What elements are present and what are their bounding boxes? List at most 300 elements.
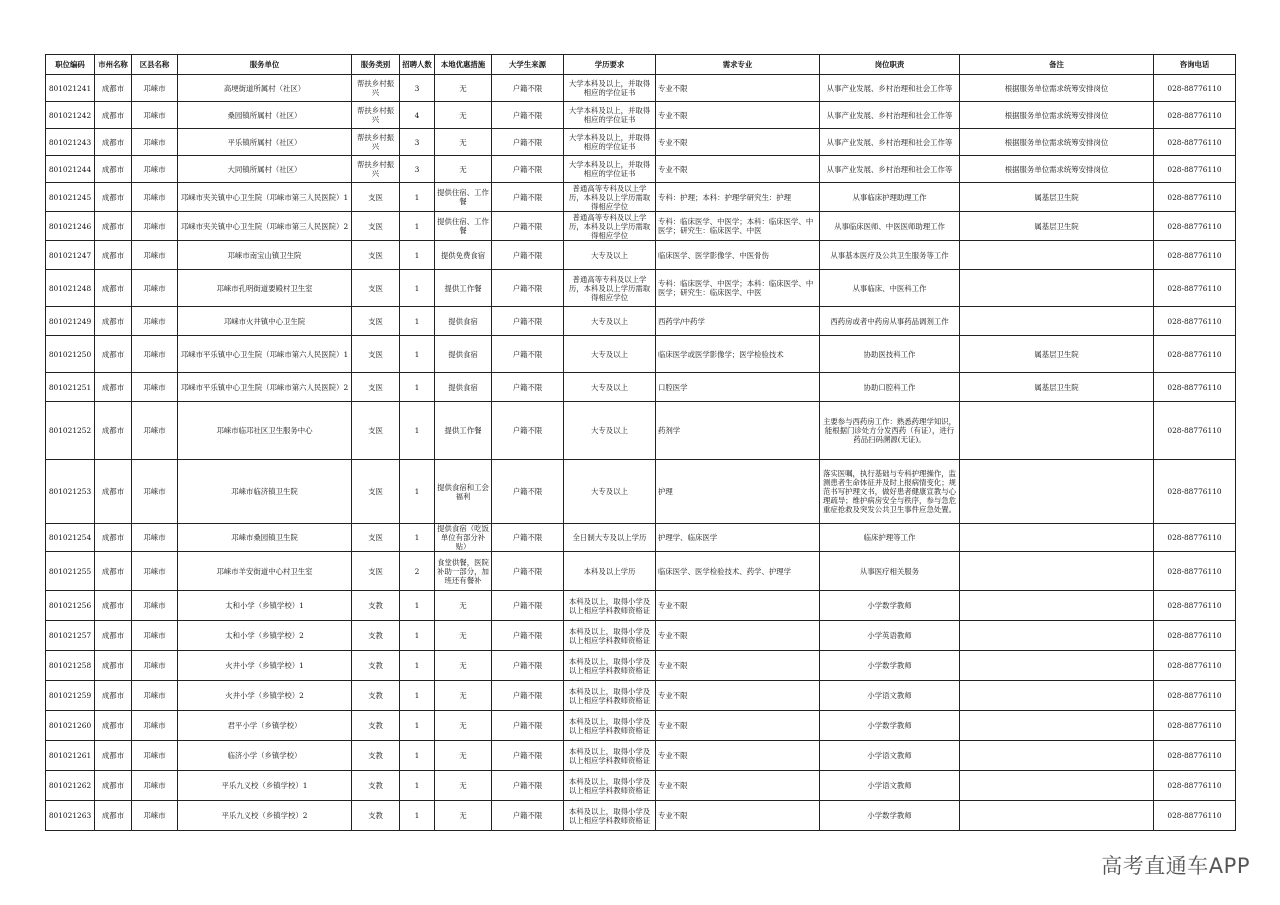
table-row <box>46 711 1236 741</box>
cell-phone: 028-88776110 <box>1154 681 1236 711</box>
cell-service-unit: 临济小学（乡镇学校） <box>178 741 352 771</box>
cell-duties: 小学数学教师 <box>820 591 960 621</box>
cell-phone: 028-88776110 <box>1154 711 1236 741</box>
cell-duties: 从事临床、中医科工作 <box>820 270 960 307</box>
cell-job-code: 801021261 <box>46 741 95 771</box>
cell-remark: 属基层卫生院 <box>960 336 1154 373</box>
cell-city: 成都市 <box>95 681 132 711</box>
cell-local-benefit: 提供食宿（吃饭单位有部分补贴） <box>435 524 492 552</box>
cell-student-origin: 户籍不限 <box>492 241 564 270</box>
table-row <box>46 156 1236 183</box>
cell-city: 成都市 <box>95 651 132 681</box>
cell-city: 成都市 <box>95 552 132 591</box>
cell-county: 邛崃市 <box>132 552 178 591</box>
cell-local-benefit: 无 <box>435 156 492 183</box>
cell-phone: 028-88776110 <box>1154 307 1236 336</box>
cell-major: 专业不限 <box>656 75 820 102</box>
cell-student-origin: 户籍不限 <box>492 270 564 307</box>
cell-headcount: 1 <box>400 307 435 336</box>
cell-remark: 根据服务单位需求统筹安排岗位 <box>960 75 1154 102</box>
cell-education: 大专及以上 <box>564 402 656 460</box>
cell-job-code: 801021244 <box>46 156 95 183</box>
cell-service-unit: 邛崃市临济镇卫生院 <box>178 460 352 524</box>
cell-service-unit: 邛崃市夹关镇中心卫生院（邛崃市第三人民医院）1 <box>178 183 352 212</box>
cell-local-benefit: 无 <box>435 741 492 771</box>
cell-county: 邛崃市 <box>132 681 178 711</box>
cell-education: 本科及以上，取得小学及以上相应学科教师资格证 <box>564 651 656 681</box>
cell-service-unit: 火井小学（乡镇学校）2 <box>178 681 352 711</box>
cell-education: 大专及以上 <box>564 336 656 373</box>
cell-major: 专科：护理；本科：护理学研究生：护理 <box>656 183 820 212</box>
cell-major: 临床医学、医学检验技术、药学、护理学 <box>656 552 820 591</box>
cell-remark <box>960 460 1154 524</box>
cell-remark: 根据服务单位需求统筹安排岗位 <box>960 102 1154 129</box>
cell-headcount: 1 <box>400 336 435 373</box>
cell-service-unit: 火井小学（乡镇学校）1 <box>178 651 352 681</box>
cell-education: 大学本科及以上，并取得相应的学位证书 <box>564 129 656 156</box>
cell-duties: 临床护理等工作 <box>820 524 960 552</box>
table-row <box>46 460 1236 524</box>
job-table <box>45 54 1236 831</box>
cell-local-benefit: 提供工作餐 <box>435 402 492 460</box>
cell-local-benefit: 提供食宿和工会福利 <box>435 460 492 524</box>
cell-headcount: 1 <box>400 373 435 402</box>
cell-duties: 从事临床护理助理工作 <box>820 183 960 212</box>
cell-education: 本科及以上，取得小学及以上相应学科教师资格证 <box>564 621 656 651</box>
cell-major: 临床医学、医学影像学、中医骨伤 <box>656 241 820 270</box>
cell-county: 邛崃市 <box>132 156 178 183</box>
cell-phone: 028-88776110 <box>1154 621 1236 651</box>
cell-city: 成都市 <box>95 212 132 241</box>
cell-duties: 协助口腔科工作 <box>820 373 960 402</box>
cell-city: 成都市 <box>95 241 132 270</box>
cell-county: 邛崃市 <box>132 651 178 681</box>
table-row <box>46 651 1236 681</box>
table-row <box>46 552 1236 591</box>
cell-major: 专业不限 <box>656 621 820 651</box>
cell-phone: 028-88776110 <box>1154 156 1236 183</box>
cell-major: 西药学/中药学 <box>656 307 820 336</box>
table-body <box>46 75 1236 831</box>
cell-city: 成都市 <box>95 591 132 621</box>
cell-service-unit: 君平小学（乡镇学校） <box>178 711 352 741</box>
cell-education: 普通高等专科及以上学历，本科及以上学历需取得相应学位 <box>564 212 656 241</box>
cell-job-code: 801021255 <box>46 552 95 591</box>
cell-job-code: 801021248 <box>46 270 95 307</box>
cell-service-type: 支医 <box>352 270 400 307</box>
cell-service-unit: 邛崃市临邛社区卫生服务中心 <box>178 402 352 460</box>
cell-local-benefit: 无 <box>435 681 492 711</box>
cell-education: 本科及以上，取得小学及以上相应学科教师资格证 <box>564 771 656 801</box>
cell-headcount: 1 <box>400 270 435 307</box>
cell-duties: 从事产业发展、乡村治理和社会工作等 <box>820 75 960 102</box>
cell-duties: 从事产业发展、乡村治理和社会工作等 <box>820 129 960 156</box>
cell-job-code: 801021247 <box>46 241 95 270</box>
cell-city: 成都市 <box>95 75 132 102</box>
cell-phone: 028-88776110 <box>1154 102 1236 129</box>
cell-service-unit: 太和小学（乡镇学校）2 <box>178 621 352 651</box>
cell-education: 本科及以上，取得小学及以上相应学科教师资格证 <box>564 681 656 711</box>
cell-remark <box>960 771 1154 801</box>
cell-remark <box>960 801 1154 831</box>
header-service-unit: 服务单位 <box>178 55 352 75</box>
cell-city: 成都市 <box>95 460 132 524</box>
cell-service-type: 支教 <box>352 741 400 771</box>
cell-local-benefit: 无 <box>435 591 492 621</box>
cell-service-type: 支医 <box>352 460 400 524</box>
cell-education: 大学本科及以上，并取得相应的学位证书 <box>564 75 656 102</box>
cell-remark <box>960 741 1154 771</box>
cell-phone: 028-88776110 <box>1154 270 1236 307</box>
cell-remark <box>960 307 1154 336</box>
cell-service-unit: 邛崃市火井镇中心卫生院 <box>178 307 352 336</box>
cell-job-code: 801021246 <box>46 212 95 241</box>
cell-service-type: 支医 <box>352 402 400 460</box>
cell-service-unit: 邛崃市孔明街道要殿村卫生室 <box>178 270 352 307</box>
cell-headcount: 1 <box>400 711 435 741</box>
cell-major: 护理学、临床医学 <box>656 524 820 552</box>
cell-student-origin: 户籍不限 <box>492 336 564 373</box>
table-row <box>46 771 1236 801</box>
cell-city: 成都市 <box>95 373 132 402</box>
cell-remark <box>960 591 1154 621</box>
cell-job-code: 801021243 <box>46 129 95 156</box>
cell-duties: 从事医疗相关服务 <box>820 552 960 591</box>
cell-service-unit: 邛崃市平乐镇中心卫生院（邛崃市第六人民医院）1 <box>178 336 352 373</box>
cell-service-type: 支教 <box>352 681 400 711</box>
cell-job-code: 801021262 <box>46 771 95 801</box>
cell-local-benefit: 提供工作餐 <box>435 270 492 307</box>
cell-headcount: 3 <box>400 129 435 156</box>
header-student-origin: 大学生来源 <box>492 55 564 75</box>
cell-service-type: 支医 <box>352 552 400 591</box>
cell-job-code: 801021253 <box>46 460 95 524</box>
header-remark: 备注 <box>960 55 1154 75</box>
cell-phone: 028-88776110 <box>1154 212 1236 241</box>
cell-remark: 根据服务单位需求统筹安排岗位 <box>960 129 1154 156</box>
cell-remark <box>960 552 1154 591</box>
cell-education: 本科及以上，取得小学及以上相应学科教师资格证 <box>564 741 656 771</box>
cell-service-type: 支教 <box>352 651 400 681</box>
cell-job-code: 801021256 <box>46 591 95 621</box>
cell-county: 邛崃市 <box>132 241 178 270</box>
cell-student-origin: 户籍不限 <box>492 183 564 212</box>
table-row <box>46 270 1236 307</box>
cell-student-origin: 户籍不限 <box>492 741 564 771</box>
cell-student-origin: 户籍不限 <box>492 75 564 102</box>
table-row <box>46 129 1236 156</box>
cell-county: 邛崃市 <box>132 460 178 524</box>
cell-service-type: 支教 <box>352 771 400 801</box>
cell-job-code: 801021251 <box>46 373 95 402</box>
cell-service-type: 支医 <box>352 524 400 552</box>
cell-service-unit: 平乐镇所属村（社区） <box>178 129 352 156</box>
cell-remark <box>960 524 1154 552</box>
cell-education: 本科及以上，取得小学及以上相应学科教师资格证 <box>564 711 656 741</box>
cell-headcount: 1 <box>400 741 435 771</box>
cell-job-code: 801021263 <box>46 801 95 831</box>
cell-duties: 小学数学教师 <box>820 651 960 681</box>
cell-major: 护理 <box>656 460 820 524</box>
cell-service-unit: 邛崃市羊安街道中心村卫生室 <box>178 552 352 591</box>
cell-education: 全日制大专及以上学历 <box>564 524 656 552</box>
cell-major: 专业不限 <box>656 801 820 831</box>
cell-county: 邛崃市 <box>132 524 178 552</box>
header-county: 区县名称 <box>132 55 178 75</box>
header-education: 学历要求 <box>564 55 656 75</box>
cell-service-type: 帮扶乡村振兴 <box>352 75 400 102</box>
cell-job-code: 801021249 <box>46 307 95 336</box>
cell-service-unit: 邛崃市南宝山镇卫生院 <box>178 241 352 270</box>
cell-local-benefit: 提供住宿、工作餐 <box>435 212 492 241</box>
table-row <box>46 402 1236 460</box>
cell-major: 专业不限 <box>656 591 820 621</box>
cell-student-origin: 户籍不限 <box>492 711 564 741</box>
cell-local-benefit: 无 <box>435 75 492 102</box>
cell-headcount: 1 <box>400 591 435 621</box>
cell-remark: 属基层卫生院 <box>960 373 1154 402</box>
cell-county: 邛崃市 <box>132 75 178 102</box>
table-row <box>46 212 1236 241</box>
cell-service-type: 支教 <box>352 621 400 651</box>
cell-service-type: 支医 <box>352 241 400 270</box>
cell-headcount: 3 <box>400 75 435 102</box>
cell-city: 成都市 <box>95 711 132 741</box>
cell-major: 专业不限 <box>656 102 820 129</box>
cell-major: 专业不限 <box>656 711 820 741</box>
cell-headcount: 3 <box>400 156 435 183</box>
cell-student-origin: 户籍不限 <box>492 771 564 801</box>
cell-phone: 028-88776110 <box>1154 373 1236 402</box>
cell-duties: 从事产业发展、乡村治理和社会工作等 <box>820 102 960 129</box>
cell-student-origin: 户籍不限 <box>492 801 564 831</box>
table-row <box>46 741 1236 771</box>
cell-city: 成都市 <box>95 402 132 460</box>
cell-remark: 根据服务单位需求统筹安排岗位 <box>960 156 1154 183</box>
cell-headcount: 1 <box>400 681 435 711</box>
table-row <box>46 336 1236 373</box>
table-row <box>46 102 1236 129</box>
cell-major: 专业不限 <box>656 129 820 156</box>
cell-duties: 从事产业发展、乡村治理和社会工作等 <box>820 156 960 183</box>
table-row <box>46 373 1236 402</box>
cell-duties: 落实医嘱，执行基础与专科护理操作，监测患者生命体征并及时上报病情变化；规范书写护理文书，做好患者健康宣教与心理疏导；维护病房安全与秩序，参与急危重症抢救及突发公共卫生事件应急处置。 <box>820 460 960 524</box>
cell-duties: 小学语文教师 <box>820 681 960 711</box>
cell-local-benefit: 提供免费食宿 <box>435 241 492 270</box>
cell-student-origin: 户籍不限 <box>492 621 564 651</box>
cell-county: 邛崃市 <box>132 801 178 831</box>
cell-phone: 028-88776110 <box>1154 183 1236 212</box>
cell-county: 邛崃市 <box>132 212 178 241</box>
cell-student-origin: 户籍不限 <box>492 156 564 183</box>
cell-local-benefit: 无 <box>435 651 492 681</box>
cell-service-type: 支医 <box>352 373 400 402</box>
cell-duties: 小学语文教师 <box>820 741 960 771</box>
cell-major: 临床医学或医学影像学；医学检验技术 <box>656 336 820 373</box>
cell-duties: 西药房或者中药房从事药品调剂工作 <box>820 307 960 336</box>
header-major: 需求专业 <box>656 55 820 75</box>
table-row <box>46 241 1236 270</box>
cell-education: 本科及以上，取得小学及以上相应学科教师资格证 <box>564 801 656 831</box>
cell-service-type: 支医 <box>352 183 400 212</box>
cell-county: 邛崃市 <box>132 741 178 771</box>
cell-remark <box>960 681 1154 711</box>
cell-county: 邛崃市 <box>132 591 178 621</box>
table-row <box>46 681 1236 711</box>
cell-city: 成都市 <box>95 524 132 552</box>
cell-job-code: 801021250 <box>46 336 95 373</box>
cell-phone: 028-88776110 <box>1154 336 1236 373</box>
cell-local-benefit: 提供食宿 <box>435 307 492 336</box>
cell-county: 邛崃市 <box>132 129 178 156</box>
cell-student-origin: 户籍不限 <box>492 102 564 129</box>
cell-student-origin: 户籍不限 <box>492 460 564 524</box>
cell-service-type: 帮扶乡村振兴 <box>352 156 400 183</box>
cell-student-origin: 户籍不限 <box>492 681 564 711</box>
cell-phone: 028-88776110 <box>1154 241 1236 270</box>
cell-education: 大专及以上 <box>564 241 656 270</box>
cell-local-benefit: 无 <box>435 621 492 651</box>
cell-job-code: 801021257 <box>46 621 95 651</box>
cell-job-code: 801021245 <box>46 183 95 212</box>
cell-job-code: 801021241 <box>46 75 95 102</box>
cell-city: 成都市 <box>95 741 132 771</box>
cell-education: 大专及以上 <box>564 373 656 402</box>
cell-remark <box>960 711 1154 741</box>
cell-headcount: 1 <box>400 183 435 212</box>
cell-service-type: 支教 <box>352 591 400 621</box>
cell-job-code: 801021242 <box>46 102 95 129</box>
table-row <box>46 183 1236 212</box>
cell-county: 邛崃市 <box>132 336 178 373</box>
cell-education: 本科及以上，取得小学及以上相应学科教师资格证 <box>564 591 656 621</box>
cell-service-unit: 平乐九义校（乡镇学校）1 <box>178 771 352 801</box>
cell-duties: 小学英语教师 <box>820 621 960 651</box>
cell-county: 邛崃市 <box>132 402 178 460</box>
cell-service-unit: 邛崃市夹关镇中心卫生院（邛崃市第三人民医院）2 <box>178 212 352 241</box>
cell-job-code: 801021254 <box>46 524 95 552</box>
table-row <box>46 75 1236 102</box>
cell-city: 成都市 <box>95 307 132 336</box>
cell-student-origin: 户籍不限 <box>492 524 564 552</box>
header-duties: 岗位职责 <box>820 55 960 75</box>
cell-major: 专业不限 <box>656 681 820 711</box>
cell-city: 成都市 <box>95 270 132 307</box>
cell-education: 大专及以上 <box>564 460 656 524</box>
cell-city: 成都市 <box>95 336 132 373</box>
cell-remark: 属基层卫生院 <box>960 212 1154 241</box>
cell-job-code: 801021259 <box>46 681 95 711</box>
cell-remark <box>960 621 1154 651</box>
cell-county: 邛崃市 <box>132 711 178 741</box>
cell-student-origin: 户籍不限 <box>492 307 564 336</box>
table-row <box>46 524 1236 552</box>
table-row <box>46 801 1236 831</box>
cell-headcount: 1 <box>400 402 435 460</box>
cell-headcount: 1 <box>400 651 435 681</box>
cell-local-benefit: 无 <box>435 801 492 831</box>
cell-duties: 小学数学教师 <box>820 711 960 741</box>
cell-major: 专业不限 <box>656 651 820 681</box>
cell-service-type: 支医 <box>352 336 400 373</box>
cell-service-unit: 平乐九义校（乡镇学校）2 <box>178 801 352 831</box>
cell-student-origin: 户籍不限 <box>492 591 564 621</box>
cell-major: 口腔医学 <box>656 373 820 402</box>
cell-education: 普通高等专科及以上学历，本科及以上学历需取得相应学位 <box>564 183 656 212</box>
cell-local-benefit: 提供食宿 <box>435 336 492 373</box>
cell-service-type: 支医 <box>352 212 400 241</box>
cell-local-benefit: 提供食宿 <box>435 373 492 402</box>
cell-education: 大专及以上 <box>564 307 656 336</box>
cell-student-origin: 户籍不限 <box>492 651 564 681</box>
watermark-text: 高考直通车APP <box>1101 854 1250 878</box>
cell-phone: 028-88776110 <box>1154 129 1236 156</box>
cell-phone: 028-88776110 <box>1154 651 1236 681</box>
cell-major: 专业不限 <box>656 771 820 801</box>
cell-major: 专业不限 <box>656 156 820 183</box>
cell-county: 邛崃市 <box>132 307 178 336</box>
cell-county: 邛崃市 <box>132 373 178 402</box>
cell-major: 药剂学 <box>656 402 820 460</box>
cell-local-benefit: 无 <box>435 711 492 741</box>
cell-student-origin: 户籍不限 <box>492 552 564 591</box>
cell-county: 邛崃市 <box>132 621 178 651</box>
cell-local-benefit: 无 <box>435 129 492 156</box>
cell-duties: 协助医技科工作 <box>820 336 960 373</box>
cell-phone: 028-88776110 <box>1154 524 1236 552</box>
cell-duties: 小学语文教师 <box>820 771 960 801</box>
cell-local-benefit: 提供住宿、工作餐 <box>435 183 492 212</box>
cell-headcount: 1 <box>400 524 435 552</box>
cell-headcount: 1 <box>400 460 435 524</box>
cell-city: 成都市 <box>95 771 132 801</box>
cell-job-code: 801021252 <box>46 402 95 460</box>
cell-local-benefit: 无 <box>435 102 492 129</box>
cell-education: 大学本科及以上，并取得相应的学位证书 <box>564 156 656 183</box>
cell-student-origin: 户籍不限 <box>492 212 564 241</box>
cell-headcount: 1 <box>400 212 435 241</box>
cell-duties: 从事基本医疗及公共卫生服务等工作 <box>820 241 960 270</box>
cell-service-type: 帮扶乡村振兴 <box>352 129 400 156</box>
cell-major: 专科：临床医学、中医学；本科：临床医学、中医学；研究生：临床医学、中医 <box>656 212 820 241</box>
cell-phone: 028-88776110 <box>1154 801 1236 831</box>
table-row <box>46 621 1236 651</box>
cell-duties: 主要参与西药房工作：熟悉药理学知识，能根据门诊处方分发西药（有证），进行药品扫码溯源(无证)。 <box>820 402 960 460</box>
cell-headcount: 1 <box>400 801 435 831</box>
cell-city: 成都市 <box>95 801 132 831</box>
header-phone: 咨询电话 <box>1154 55 1236 75</box>
cell-county: 邛崃市 <box>132 270 178 307</box>
cell-county: 邛崃市 <box>132 183 178 212</box>
cell-city: 成都市 <box>95 129 132 156</box>
cell-service-unit: 邛崃市桑园镇卫生院 <box>178 524 352 552</box>
table-header-row <box>46 55 1236 75</box>
cell-job-code: 801021260 <box>46 711 95 741</box>
cell-headcount: 4 <box>400 102 435 129</box>
cell-student-origin: 户籍不限 <box>492 129 564 156</box>
cell-major: 专科：临床医学、中医学；本科：临床医学、中医学；研究生：临床医学、中医 <box>656 270 820 307</box>
cell-local-benefit: 食堂供餐，医院补助一部分，加班还有餐补 <box>435 552 492 591</box>
cell-student-origin: 户籍不限 <box>492 402 564 460</box>
cell-local-benefit: 无 <box>435 771 492 801</box>
cell-headcount: 1 <box>400 771 435 801</box>
cell-phone: 028-88776110 <box>1154 460 1236 524</box>
cell-education: 大学本科及以上，并取得相应的学位证书 <box>564 102 656 129</box>
cell-remark: 属基层卫生院 <box>960 183 1154 212</box>
cell-student-origin: 户籍不限 <box>492 373 564 402</box>
cell-phone: 028-88776110 <box>1154 741 1236 771</box>
cell-city: 成都市 <box>95 621 132 651</box>
